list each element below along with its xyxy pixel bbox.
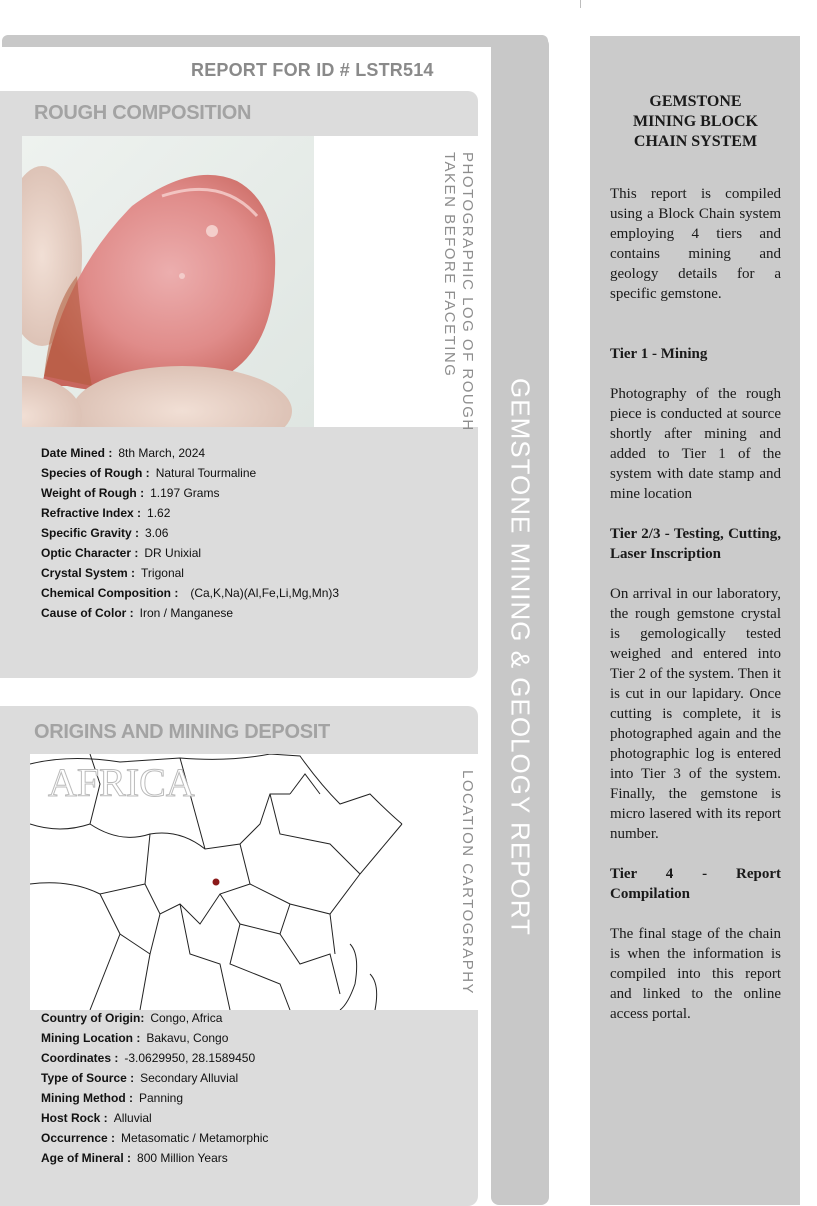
vertical-banner-text: GEMSTONE MINING & GEOLOGY REPORT (505, 378, 536, 936)
detail-label: Crystal System : (41, 566, 136, 580)
top-divider (580, 0, 581, 8)
detail-value: 1.62 (147, 506, 171, 520)
detail-value: Congo, Africa (150, 1011, 223, 1025)
sidebar-title (610, 92, 781, 152)
detail-row (41, 543, 339, 563)
detail-value: Metasomatic / Metamorphic (121, 1131, 269, 1145)
blockchain-sidebar (590, 36, 800, 1205)
detail-value: DR Unixial (144, 546, 202, 560)
location-marker (213, 879, 220, 886)
detail-label: Refractive Index : (41, 506, 142, 520)
detail-row (41, 1048, 268, 1068)
rough-gem-image (22, 136, 314, 427)
sidebar-title-line: GEMSTONE (649, 93, 742, 110)
detail-value: Bakavu, Congo (146, 1031, 229, 1045)
detail-value: 800 Million Years (137, 1151, 228, 1165)
detail-row (41, 523, 339, 543)
detail-row (41, 583, 339, 603)
detail-label: Mining Location : (41, 1031, 141, 1045)
photo-caption-line-1: PHOTOGRAPHIC LOG OF ROUGH (459, 152, 476, 432)
vertical-banner-text-box (491, 37, 549, 1205)
rough-photo (22, 136, 314, 427)
tier1-body: Photography of the rough piece is conducted at source shortly after mining and added to Tier 1 of the system with date stamp and mine location (610, 386, 781, 502)
detail-value: Panning (138, 1091, 184, 1105)
detail-label: Optic Character : (41, 546, 139, 560)
tier1-heading: Tier 1 - Mining (610, 346, 708, 362)
origins-title: ORIGINS AND MINING DEPOSIT (34, 721, 330, 743)
detail-row (41, 1008, 268, 1028)
detail-value: Trigonal (141, 566, 184, 580)
sidebar-title-line: CHAIN SYSTEM (633, 133, 758, 150)
detail-value: (Ca,K,Na)(Al,Fe,Li,Mg,Mn)3 (190, 586, 340, 600)
detail-label: Chemical Composition : (41, 586, 179, 600)
detail-value: -3.0629950, 28.1589450 (124, 1051, 256, 1065)
detail-row (41, 463, 339, 483)
tier4-body: The final stage of the chain is when the information is compiled into this report and linked to the online access portal. (610, 926, 781, 1022)
sidebar-text (610, 36, 781, 1024)
photo-caption-line-2: TAKEN BEFORE FACETING (441, 152, 458, 378)
detail-value: Alluvial (113, 1111, 152, 1125)
detail-value: 3.06 (145, 526, 169, 540)
detail-label: Coordinates : (41, 1051, 119, 1065)
detail-label: Specific Gravity : (41, 526, 140, 540)
africa-map (30, 754, 406, 1010)
detail-label: Host Rock : (41, 1111, 108, 1125)
tier4-heading: Tier 4 - Report Compilation (610, 866, 781, 902)
map-label: AFRICA (48, 760, 195, 805)
detail-row (41, 1028, 268, 1048)
tier23-body: On arrival in our laboratory, the rough gemstone crystal is gemologically tested weighed and entered into Tier 2 of the system. Then it is cut in our lapidary. Once cutting is complete, it is photographed again and the photographic log is entered into Tier 3 of the system. Finally, the gemstone is micro lasered with its report number. (610, 586, 781, 842)
sidebar-intro: This report is compiled using a Block Chain system employing 4 tiers and contains mining and geology details for a specific gemstone. (610, 186, 781, 302)
sidebar-title-line: MINING BLOCK (633, 113, 758, 130)
detail-label: Species of Rough : (41, 466, 150, 480)
report-id: REPORT FOR ID # LSTR514 (191, 60, 434, 80)
detail-row (41, 443, 339, 463)
detail-value: 8th March, 2024 (118, 446, 206, 460)
detail-row (41, 503, 339, 523)
map-graphic (30, 754, 406, 1010)
detail-label: Weight of Rough : (41, 486, 145, 500)
detail-value: Secondary Alluvial (140, 1071, 239, 1085)
detail-value: 1.197 Grams (150, 486, 220, 500)
detail-label: Age of Mineral : (41, 1151, 132, 1165)
detail-row (41, 483, 339, 503)
rough-composition-title: ROUGH COMPOSITION (34, 102, 252, 124)
detail-label: Mining Method : (41, 1091, 133, 1105)
detail-label: Type of Source : (41, 1071, 135, 1085)
detail-row (41, 1148, 268, 1168)
detail-row (41, 1088, 268, 1108)
detail-row (41, 1068, 268, 1088)
rough-details (41, 443, 339, 623)
detail-label: Cause of Color : (41, 606, 134, 620)
top-bar (2, 35, 548, 47)
detail-row (41, 603, 339, 623)
detail-row (41, 1128, 268, 1148)
map-caption: LOCATION CARTOGRAPHY (459, 770, 476, 996)
detail-value: Natural Tourmaline (155, 466, 257, 480)
detail-value: Iron / Manganese (139, 606, 234, 620)
detail-label: Occurrence : (41, 1131, 116, 1145)
origin-details (41, 1008, 268, 1168)
detail-label: Date Mined : (41, 446, 113, 460)
detail-row (41, 563, 339, 583)
detail-row (41, 1108, 268, 1128)
tier23-heading: Tier 2/3 - Testing, Cutting, Laser Inscription (610, 526, 781, 562)
detail-label: Country of Origin: (41, 1011, 145, 1025)
